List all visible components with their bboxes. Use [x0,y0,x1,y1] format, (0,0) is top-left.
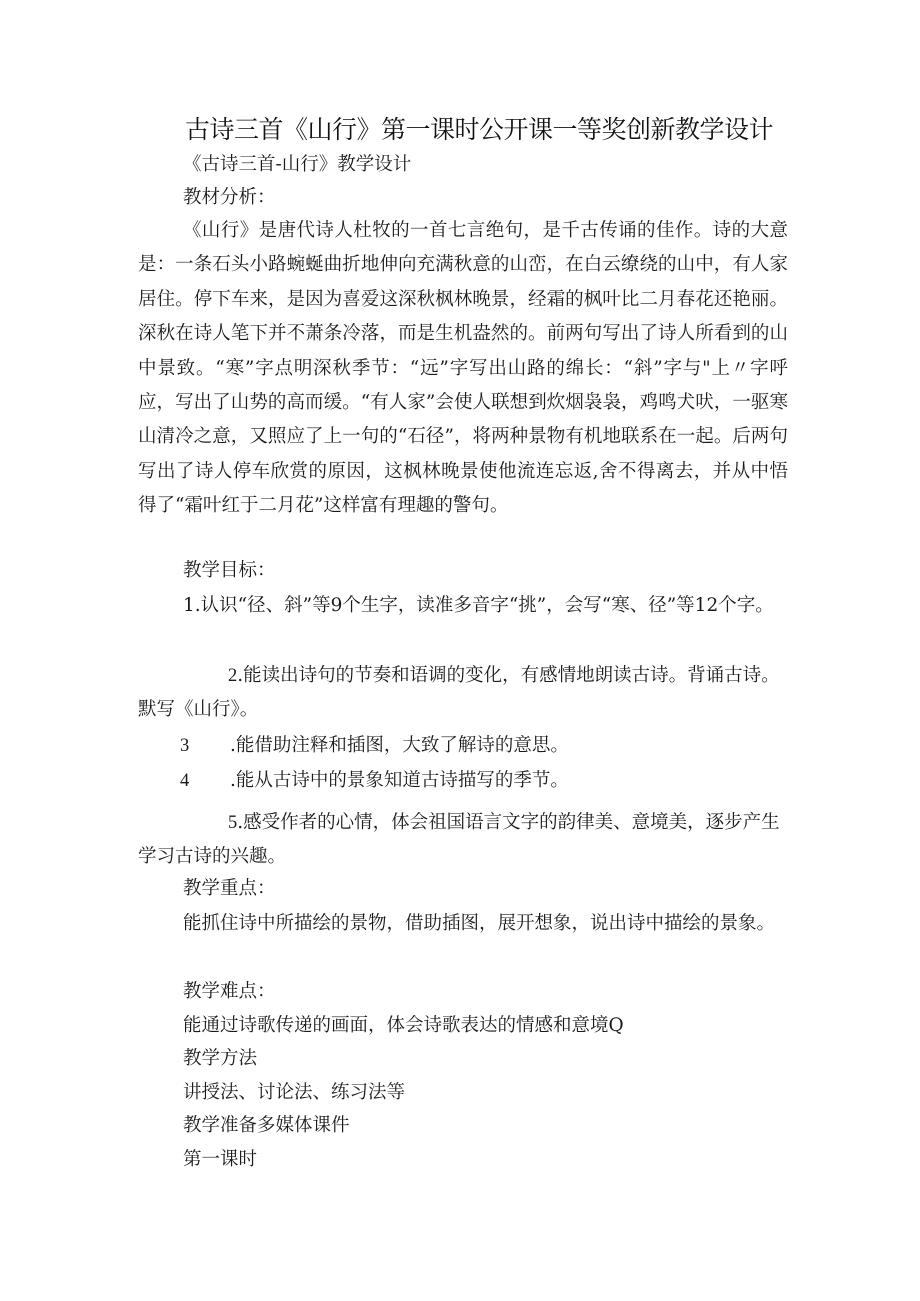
document-subtitle: 《古诗三首-山行》教学设计 [183,154,412,175]
goal-item-4 [180,764,569,798]
key-points-heading: 教学重点： [183,878,276,899]
analysis-paragraph: 《山行》是唐代诗人杜牧的一首七言绝句，是千古传诵的佳作。诗的大意是：一条石头小路蜿蜒曲折地伸向充满秋意的山峦，在白云缭绕的山中，有人家居住。停下车来，是因为喜爱这深秋枫林晚景，经霜的枫叶比二月春花还艳丽。深秋在诗人笔下并不萧条冷落，而是生机盎然的。前两句写出了诗人所看到的山中景致。“寒”字点明深秋季节：“远”字写出山路的绵长：“斜”字与"上〃字呼应，写出了山势的高而缓。“有人家”会使人联想到炊烟袅袅，鸡鸣犬吠，一驱寒山清冷之意，又照应了上一句的“石径”，将两种景物有机地联系在一起。后两句写出了诗人停车欣赏的原因，这枫林晚景使他流连忘返,舍不得离去，并从中悟得了“霜叶红于二月花”这样富有理趣的警句。 [138,220,788,517]
goal-item-2 [138,659,798,727]
goal-item-4-text: .能从古诗中的景象知道古诗描写的季节。 [230,770,569,791]
difficulty-text: 能通过诗歌传递的画面，体会诗歌表达的情感和意境Q [183,1015,624,1036]
goal-item-3-text: .能借助注释和插图，大致了解诗的意思。 [230,735,569,756]
goal-item-3-number: 3 [180,736,190,756]
goal-item-4-number: 4 [180,771,190,791]
analysis-heading: 教材分析： [183,187,276,208]
goal-item-5-text: .感受作者的心情，体会祖国语言文字的韵律美、意境美，逐步产生学习古诗的兴趣。 [138,812,780,867]
lesson-heading: 第一课时 [183,1149,258,1170]
key-points-text: 能抓住诗中所描绘的景物，借助插图，展开想象，说出诗中描绘的景象。 [183,913,776,934]
goal-item-3 [180,729,569,763]
goal-item-2-text: .能读出诗句的节奏和语调的变化，有感情地朗读古诗。背诵古诗。默写《山行》。 [138,665,780,720]
goal-item-1: 1.认识“径、斜”等9个生字，读准多音字“挑”，会写“寒、径”等12个字。 [183,595,774,616]
goal-item-2-number: 2 [228,666,238,686]
preparation-text: 教学准备多媒体课件 [183,1115,350,1136]
goals-heading: 教学目标： [183,560,276,581]
difficulty-heading: 教学难点： [183,981,276,1002]
method-heading: 教学方法 [183,1048,258,1069]
document-title: 古诗三首《山行》第一课时公开课一等奖创新教学设计 [185,115,774,144]
goal-item-5-number: 5 [228,813,238,833]
method-text: 讲授法、讨论法、练习法等 [183,1082,406,1103]
goal-item-5 [138,806,788,874]
